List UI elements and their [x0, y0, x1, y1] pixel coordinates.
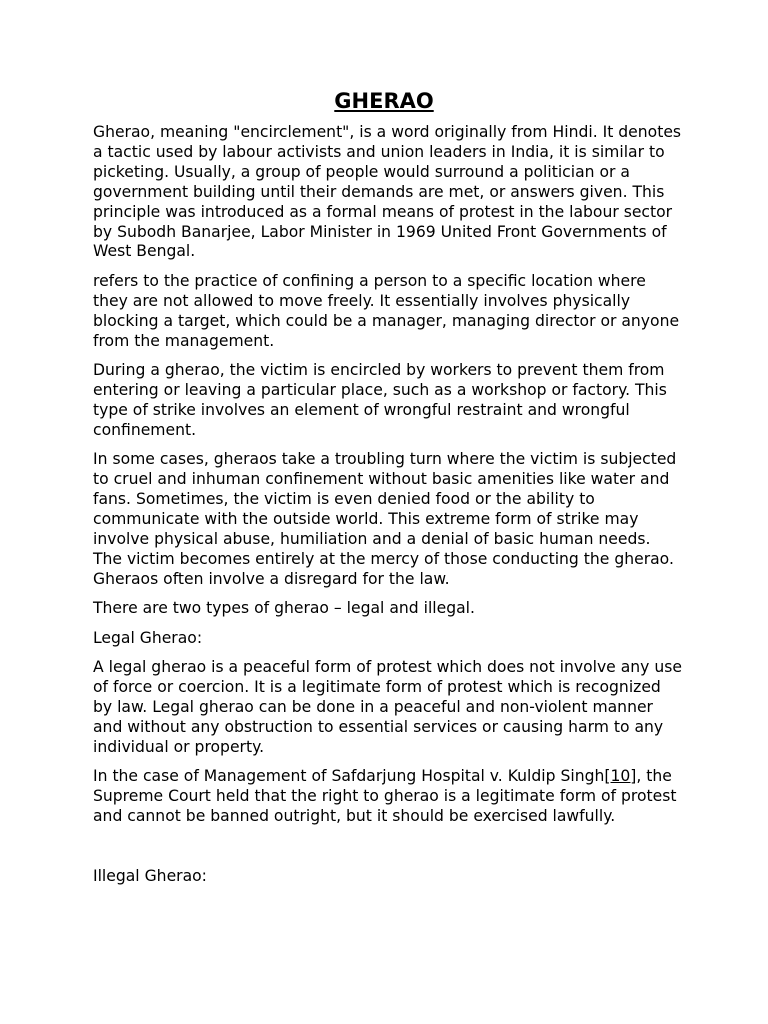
paragraph-spacer: [93, 837, 683, 867]
heading-illegal-gherao: Illegal Gherao:: [93, 866, 207, 885]
paragraph-types: There are two types of gherao – legal and illegal.: [93, 599, 475, 618]
paragraph-definition: refers to the practice of confining a person to a specific location where they are not allowed to move freely. It essentially involves physically blocking a target, which could be a manager, managing director or anyone from the management.: [93, 271, 680, 350]
paragraph-during-gherao: During a gherao, the victim is encircled by workers to prevent them from entering or leaving a particular place, such as a workshop or factory. This type of strike involves an element of wrongful restraint and wrongful confinement.: [93, 361, 667, 439]
paragraph-intro: Gherao, meaning "encirclement", is a word originally from Hindi. It denotes a tactic used by labour activists and union leaders in India, it is similar to picketing. Usually, a group of people would surround a politician or a government building until their demands are met, or answers given. This principle was introduced as a formal means of protest in the labour sector by Subodh Banarjee, Labor Minister in 1969 United Front Governments of West Bengal.: [93, 123, 682, 261]
case-law-text-start: In the case of Management of Safdarjung Hospital v. Kuldip Singh: [93, 767, 605, 786]
document-title: GHERAO: [334, 89, 434, 113]
paragraph-legal-gherao: A legal gherao is a peaceful form of protest which does not involve any use of force or coercion. It is a legitimate form of protest which is recognized by law. Legal gherao can be done in a peaceful and non-violent manner and without any obstruction to essential services or causing harm to any individual or property.: [93, 658, 682, 756]
paragraph-troubling-cases: In some cases, gheraos take a troubling turn where the victim is subjected to cruel and inhuman confinement without basic amenities like water and fans. Sometimes, the victim is even denied food or the ability to communicate with the outside world. This extreme form of strike may involve physical abuse, humiliation and a denial of basic human needs. The victim becomes entirely at the mercy of those conducting the gherao. Gheraos often involve a disregard for the law.: [93, 450, 677, 588]
heading-legal-gherao: Legal Gherao:: [93, 628, 203, 647]
footnote-reference-link[interactable]: [10]: [604, 767, 637, 786]
document-body: [93, 123, 683, 896]
case-law-text-end: , the Supreme Court held that the right to gherao is a legitimate form of protest and cannot be banned outright, but it should be exercised lawfully.: [93, 767, 677, 826]
paragraph-case-law: [93, 767, 683, 827]
